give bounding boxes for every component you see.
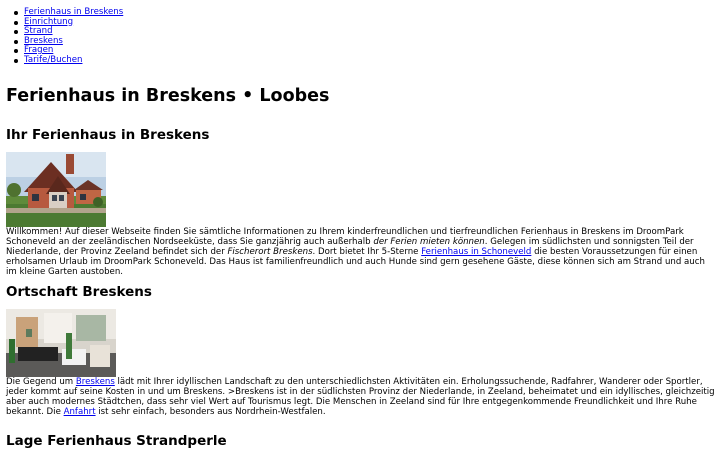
intro-emphasis-fischerort: Fischerort Breskens <box>227 247 313 257</box>
nav-link-fragen[interactable]: Fragen <box>24 45 54 55</box>
intro-text-d: die besten Voraussetzungen für einen erholsamen Urlaub im DroomPark Schoneveld. Das Haus ist familienfreundlich und auch Hunde sind gern gesehene Gäste, diese können sich am Strand und auch im kleine Garten austoben. <box>6 247 705 277</box>
nav-link-tarife[interactable]: Tarife/Buchen <box>24 54 83 65</box>
ortschaft-text-a: Die Gegend um <box>6 377 76 387</box>
intro-text-c: . Dort bietet Ihr 5-Sterne <box>312 247 422 257</box>
intro-paragraph <box>6 227 718 277</box>
link-anfahrt[interactable]: Anfahrt <box>63 407 96 417</box>
interior-photo <box>6 309 116 377</box>
intro-text-a: Willkommen! Auf dieser Webseite finden Sie sämtliche Informationen zu Ihrem kinderfreundlichen und tierfreundlichen Ferienhaus in Breskens im DroomPark Schoneveld an der zeeländischen Nordseeküste, dass Sie ganzjährig auch außerhalb <box>6 227 684 247</box>
ortschaft-paragraph <box>6 377 718 417</box>
link-breskens[interactable]: Breskens <box>75 377 115 387</box>
section-heading-lage: Lage Ferienhaus Strandperle <box>6 433 227 449</box>
nav-item-tarife <box>24 56 123 66</box>
nav-link-breskens[interactable]: Breskens <box>24 35 63 46</box>
link-ferienhaus-schoneveld[interactable]: Ferienhaus in Schoneveld <box>421 247 532 257</box>
page-title: Ferienhaus in Breskens • Loobes <box>6 86 330 106</box>
intro-text-b: . Gelegen im südlichsten und sonnigsten Teil der Niederlande, der Provinz Zeeland befindet sich der <box>6 237 694 257</box>
main-nav <box>24 8 123 65</box>
house-photo <box>6 152 106 227</box>
ortschaft-text-b: lädt mit Ihrer idyllischen Landschaft zu den unterschiedlichsten Aktivitäten ein. Erholungssuchende, Radfahrer, Wanderer oder Sportler, jeder kommt auf seine Kosten in und um Breskens. >Breskens ist in der südlichsten Provinz der Niederlande, in Zeeland, beheimatet und ein idyllisches, gleichzeitig aber auch modernes Städtchen, dass sehr viel Wert auf Tourismus legt. Die Menschen in Zeeland sind für Ihre entgegenkommende Freundlichkeit und Ihre Ruhe bekannt. Die <box>6 377 715 417</box>
section-heading-ferienhaus: Ihr Ferienhaus in Breskens <box>6 127 210 143</box>
nav-link-strand[interactable]: Strand <box>24 26 53 36</box>
section-heading-ortschaft: Ortschaft Breskens <box>6 284 152 300</box>
nav-link-einrichtung[interactable]: Einrichtung <box>24 16 74 27</box>
intro-emphasis-ferien: der Ferien mieten können <box>373 237 485 247</box>
ortschaft-text-c: ist sehr einfach, besonders aus Nordrhein-Westfalen. <box>95 407 326 417</box>
nav-link-ferienhaus[interactable]: Ferienhaus in Breskens <box>24 7 124 17</box>
